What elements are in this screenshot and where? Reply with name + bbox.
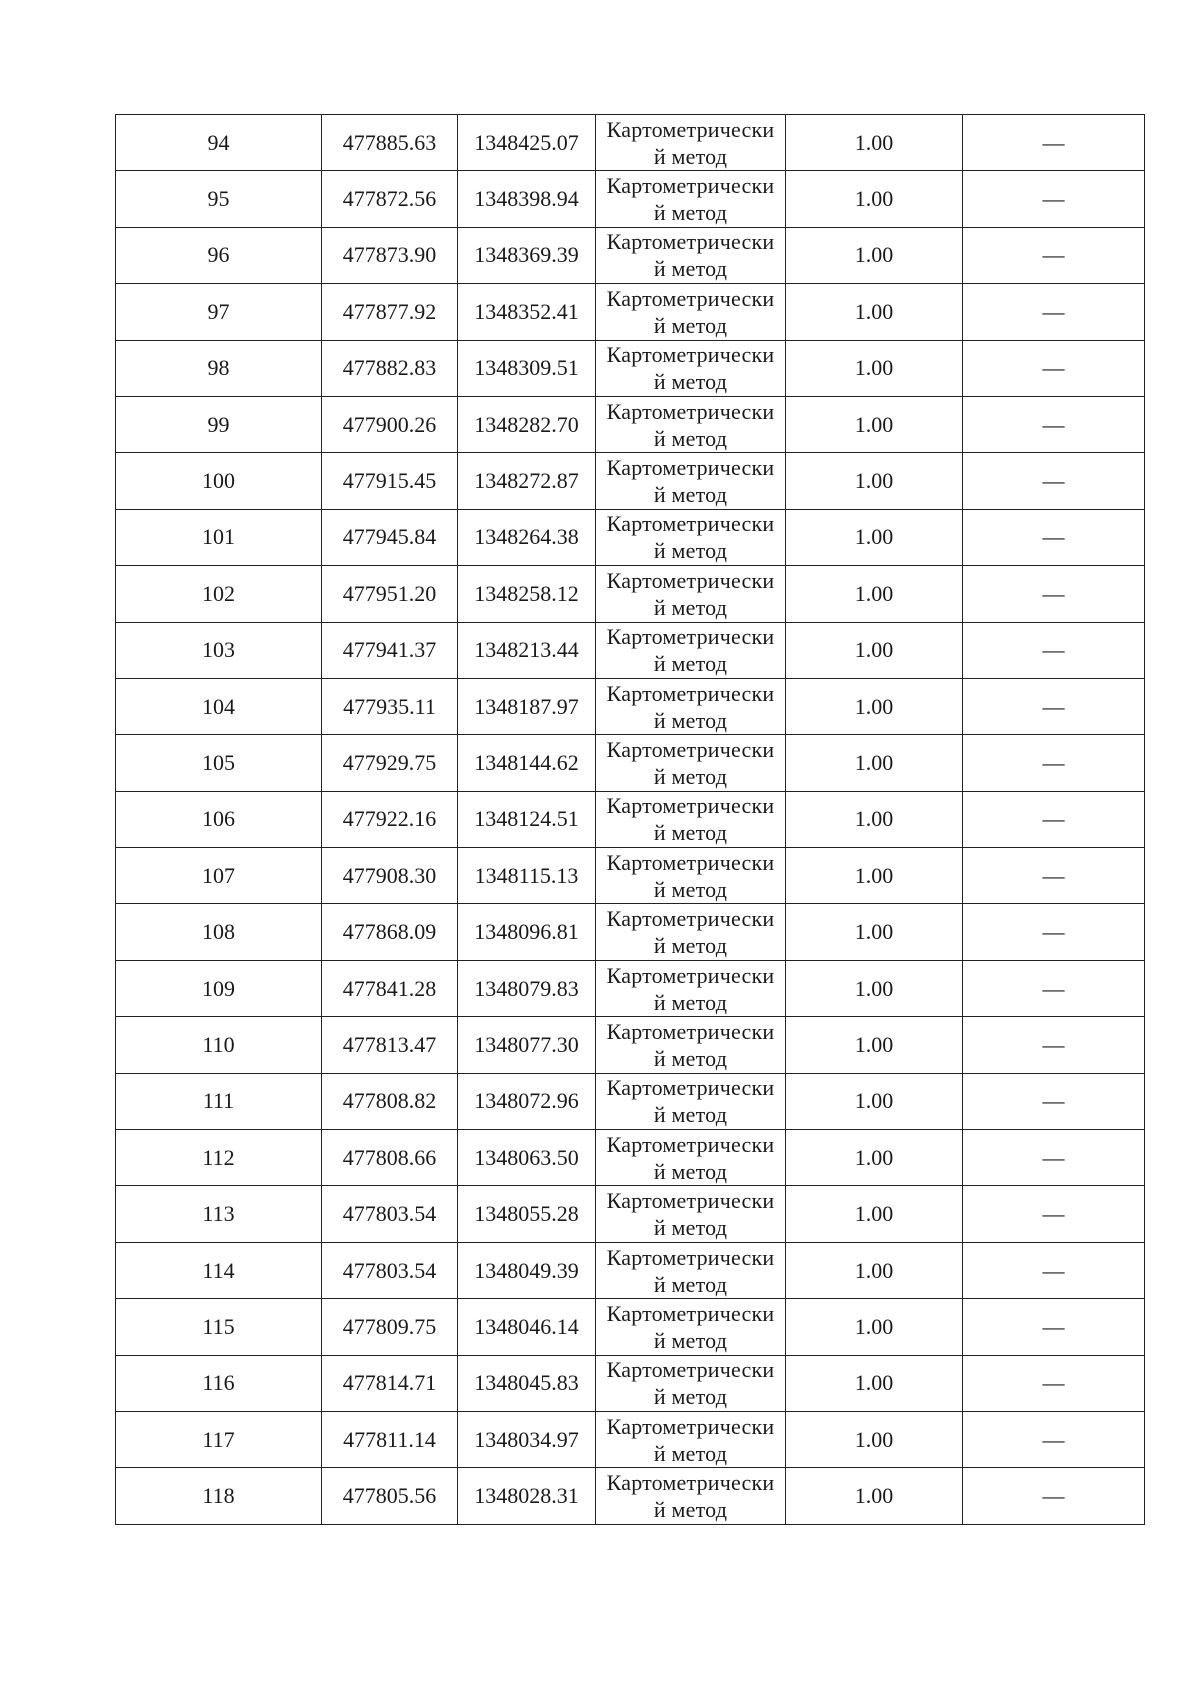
method-text-line-1: Картометрически	[606, 511, 775, 537]
note-cell: —	[963, 678, 1145, 734]
table-row	[116, 735, 1145, 791]
x-coordinate-cell: 477808.82	[322, 1073, 458, 1129]
point-number-cell: 101	[116, 509, 322, 565]
method-text-line-1: Картометрически	[606, 285, 775, 311]
method-text-line-1: Картометрически	[606, 398, 775, 424]
y-coordinate-cell: 1348187.97	[458, 678, 596, 734]
method-text-line-2: й метод	[653, 538, 728, 564]
method-text-line-2: й метод	[653, 594, 728, 620]
table-row	[116, 1299, 1145, 1355]
note-cell: —	[963, 1073, 1145, 1129]
method-text-line-2: й метод	[653, 1158, 728, 1184]
method-text-line-2: й метод	[653, 1497, 728, 1523]
y-coordinate-cell: 1348425.07	[458, 115, 596, 171]
table-row	[116, 848, 1145, 904]
method-cell	[596, 1411, 786, 1467]
method-text-line-1: Картометрически	[606, 116, 775, 142]
method-text-line-2: й метод	[653, 820, 728, 846]
accuracy-cell: 1.00	[786, 115, 963, 171]
x-coordinate-cell: 477841.28	[322, 960, 458, 1016]
method-text-line-1: Картометрически	[606, 342, 775, 368]
y-coordinate-cell: 1348258.12	[458, 566, 596, 622]
method-text-line-1: Картометрически	[606, 229, 775, 255]
method-text-line-1: Картометрически	[606, 736, 775, 762]
x-coordinate-cell: 477915.45	[322, 453, 458, 509]
y-coordinate-cell: 1348028.31	[458, 1468, 596, 1524]
method-text-line-2: й метод	[653, 989, 728, 1015]
note-cell: —	[963, 791, 1145, 847]
table-row	[116, 115, 1145, 171]
point-number-cell: 103	[116, 622, 322, 678]
point-number-cell: 118	[116, 1468, 322, 1524]
table-row	[116, 622, 1145, 678]
method-text-line-2: й метод	[653, 933, 728, 959]
note-cell: —	[963, 340, 1145, 396]
method-text-line-1: Картометрически	[606, 1075, 775, 1101]
accuracy-cell: 1.00	[786, 227, 963, 283]
method-text-line-2: й метод	[653, 651, 728, 677]
point-number-cell: 114	[116, 1242, 322, 1298]
note-cell: —	[963, 1355, 1145, 1411]
point-number-cell: 117	[116, 1411, 322, 1467]
method-text-line-1: Картометрически	[606, 624, 775, 650]
method-text-line-2: й метод	[653, 1215, 728, 1241]
method-cell	[596, 1017, 786, 1073]
method-cell	[596, 848, 786, 904]
method-text-line-1: Картометрически	[606, 1300, 775, 1326]
accuracy-cell: 1.00	[786, 622, 963, 678]
method-text-line-2: й метод	[653, 200, 728, 226]
y-coordinate-cell: 1348046.14	[458, 1299, 596, 1355]
method-text-line-2: й метод	[653, 1327, 728, 1353]
method-cell	[596, 396, 786, 452]
table-row	[116, 566, 1145, 622]
x-coordinate-cell: 477900.26	[322, 396, 458, 452]
note-cell: —	[963, 1411, 1145, 1467]
point-number-cell: 100	[116, 453, 322, 509]
y-coordinate-cell: 1348124.51	[458, 791, 596, 847]
method-text-line-2: й метод	[653, 256, 728, 282]
y-coordinate-cell: 1348144.62	[458, 735, 596, 791]
method-cell	[596, 1299, 786, 1355]
accuracy-cell: 1.00	[786, 678, 963, 734]
table-row	[116, 396, 1145, 452]
method-cell	[596, 960, 786, 1016]
y-coordinate-cell: 1348264.38	[458, 509, 596, 565]
accuracy-cell: 1.00	[786, 1073, 963, 1129]
accuracy-cell: 1.00	[786, 453, 963, 509]
point-number-cell: 116	[116, 1355, 322, 1411]
accuracy-cell: 1.00	[786, 1468, 963, 1524]
method-text-line-2: й метод	[653, 1271, 728, 1297]
accuracy-cell: 1.00	[786, 848, 963, 904]
method-cell	[596, 509, 786, 565]
method-text-line-1: Картометрически	[606, 849, 775, 875]
method-cell	[596, 115, 786, 171]
accuracy-cell: 1.00	[786, 1017, 963, 1073]
method-text-line-1: Картометрически	[606, 567, 775, 593]
point-number-cell: 99	[116, 396, 322, 452]
method-cell	[596, 1355, 786, 1411]
point-number-cell: 95	[116, 171, 322, 227]
y-coordinate-cell: 1348096.81	[458, 904, 596, 960]
point-number-cell: 107	[116, 848, 322, 904]
method-text-line-2: й метод	[653, 1045, 728, 1071]
method-text-line-2: й метод	[653, 312, 728, 338]
method-text-line-2: й метод	[653, 1102, 728, 1128]
x-coordinate-cell: 477908.30	[322, 848, 458, 904]
accuracy-cell: 1.00	[786, 1242, 963, 1298]
method-text-line-1: Картометрически	[606, 455, 775, 481]
y-coordinate-cell: 1348072.96	[458, 1073, 596, 1129]
method-text-line-1: Картометрически	[606, 173, 775, 199]
method-cell	[596, 284, 786, 340]
method-cell	[596, 622, 786, 678]
note-cell: —	[963, 171, 1145, 227]
note-cell: —	[963, 396, 1145, 452]
point-number-cell: 110	[116, 1017, 322, 1073]
y-coordinate-cell: 1348369.39	[458, 227, 596, 283]
y-coordinate-cell: 1348352.41	[458, 284, 596, 340]
accuracy-cell: 1.00	[786, 566, 963, 622]
table-row	[116, 1017, 1145, 1073]
point-number-cell: 104	[116, 678, 322, 734]
x-coordinate-cell: 477872.56	[322, 171, 458, 227]
table-row	[116, 791, 1145, 847]
method-text-line-2: й метод	[653, 482, 728, 508]
method-cell	[596, 678, 786, 734]
accuracy-cell: 1.00	[786, 1130, 963, 1186]
y-coordinate-cell: 1348045.83	[458, 1355, 596, 1411]
method-cell	[596, 904, 786, 960]
coordinates-table-body	[116, 115, 1145, 1525]
method-cell	[596, 1468, 786, 1524]
x-coordinate-cell: 477929.75	[322, 735, 458, 791]
x-coordinate-cell: 477922.16	[322, 791, 458, 847]
method-text-line-2: й метод	[653, 707, 728, 733]
method-cell	[596, 1186, 786, 1242]
table-row	[116, 171, 1145, 227]
x-coordinate-cell: 477813.47	[322, 1017, 458, 1073]
point-number-cell: 106	[116, 791, 322, 847]
note-cell: —	[963, 227, 1145, 283]
note-cell: —	[963, 1186, 1145, 1242]
method-cell	[596, 735, 786, 791]
point-number-cell: 112	[116, 1130, 322, 1186]
y-coordinate-cell: 1348079.83	[458, 960, 596, 1016]
method-text-line-1: Картометрически	[606, 1413, 775, 1439]
method-text-line-2: й метод	[653, 143, 728, 169]
point-number-cell: 115	[116, 1299, 322, 1355]
y-coordinate-cell: 1348309.51	[458, 340, 596, 396]
method-text-line-2: й метод	[653, 876, 728, 902]
point-number-cell: 113	[116, 1186, 322, 1242]
point-number-cell: 102	[116, 566, 322, 622]
note-cell: —	[963, 848, 1145, 904]
x-coordinate-cell: 477945.84	[322, 509, 458, 565]
method-text-line-1: Картометрически	[606, 1188, 775, 1214]
y-coordinate-cell: 1348213.44	[458, 622, 596, 678]
table-row	[116, 1411, 1145, 1467]
x-coordinate-cell: 477811.14	[322, 1411, 458, 1467]
accuracy-cell: 1.00	[786, 171, 963, 227]
point-number-cell: 105	[116, 735, 322, 791]
y-coordinate-cell: 1348055.28	[458, 1186, 596, 1242]
table-row	[116, 227, 1145, 283]
method-text-line-2: й метод	[653, 1440, 728, 1466]
x-coordinate-cell: 477803.54	[322, 1242, 458, 1298]
accuracy-cell: 1.00	[786, 1186, 963, 1242]
table-row	[116, 1355, 1145, 1411]
table-row	[116, 453, 1145, 509]
method-text-line-1: Картометрически	[606, 1357, 775, 1383]
y-coordinate-cell: 1348272.87	[458, 453, 596, 509]
table-row	[116, 284, 1145, 340]
method-text-line-1: Картометрически	[606, 1244, 775, 1270]
table-row	[116, 1186, 1145, 1242]
x-coordinate-cell: 477935.11	[322, 678, 458, 734]
method-text-line-1: Картометрически	[606, 793, 775, 819]
accuracy-cell: 1.00	[786, 904, 963, 960]
y-coordinate-cell: 1348063.50	[458, 1130, 596, 1186]
note-cell: —	[963, 566, 1145, 622]
point-number-cell: 94	[116, 115, 322, 171]
point-number-cell: 97	[116, 284, 322, 340]
point-number-cell: 108	[116, 904, 322, 960]
note-cell: —	[963, 622, 1145, 678]
table-row	[116, 509, 1145, 565]
table-row	[116, 960, 1145, 1016]
method-text-line-1: Картометрически	[606, 1470, 775, 1496]
point-number-cell: 98	[116, 340, 322, 396]
note-cell: —	[963, 1299, 1145, 1355]
method-text-line-1: Картометрически	[606, 962, 775, 988]
note-cell: —	[963, 1017, 1145, 1073]
note-cell: —	[963, 1468, 1145, 1524]
note-cell: —	[963, 453, 1145, 509]
table-row	[116, 678, 1145, 734]
accuracy-cell: 1.00	[786, 1355, 963, 1411]
method-text-line-1: Картометрически	[606, 680, 775, 706]
x-coordinate-cell: 477868.09	[322, 904, 458, 960]
x-coordinate-cell: 477885.63	[322, 115, 458, 171]
table-row	[116, 1468, 1145, 1524]
accuracy-cell: 1.00	[786, 340, 963, 396]
x-coordinate-cell: 477808.66	[322, 1130, 458, 1186]
note-cell: —	[963, 284, 1145, 340]
accuracy-cell: 1.00	[786, 396, 963, 452]
x-coordinate-cell: 477803.54	[322, 1186, 458, 1242]
note-cell: —	[963, 115, 1145, 171]
table-row	[116, 904, 1145, 960]
y-coordinate-cell: 1348034.97	[458, 1411, 596, 1467]
table-row	[116, 1242, 1145, 1298]
method-text-line-1: Картометрически	[606, 906, 775, 932]
method-text-line-1: Картометрически	[606, 1018, 775, 1044]
method-cell	[596, 1130, 786, 1186]
note-cell: —	[963, 1242, 1145, 1298]
method-cell	[596, 566, 786, 622]
method-text-line-1: Картометрически	[606, 1131, 775, 1157]
table-row	[116, 1073, 1145, 1129]
accuracy-cell: 1.00	[786, 1411, 963, 1467]
note-cell: —	[963, 735, 1145, 791]
method-text-line-2: й метод	[653, 1384, 728, 1410]
accuracy-cell: 1.00	[786, 1299, 963, 1355]
method-cell	[596, 340, 786, 396]
note-cell: —	[963, 904, 1145, 960]
note-cell: —	[963, 960, 1145, 1016]
x-coordinate-cell: 477814.71	[322, 1355, 458, 1411]
y-coordinate-cell: 1348282.70	[458, 396, 596, 452]
y-coordinate-cell: 1348077.30	[458, 1017, 596, 1073]
x-coordinate-cell: 477951.20	[322, 566, 458, 622]
note-cell: —	[963, 509, 1145, 565]
x-coordinate-cell: 477882.83	[322, 340, 458, 396]
x-coordinate-cell: 477941.37	[322, 622, 458, 678]
point-number-cell: 96	[116, 227, 322, 283]
method-text-line-2: й метод	[653, 763, 728, 789]
accuracy-cell: 1.00	[786, 509, 963, 565]
note-cell: —	[963, 1130, 1145, 1186]
accuracy-cell: 1.00	[786, 284, 963, 340]
x-coordinate-cell: 477873.90	[322, 227, 458, 283]
x-coordinate-cell: 477877.92	[322, 284, 458, 340]
method-text-line-2: й метод	[653, 369, 728, 395]
method-text-line-2: й метод	[653, 425, 728, 451]
y-coordinate-cell: 1348398.94	[458, 171, 596, 227]
y-coordinate-cell: 1348115.13	[458, 848, 596, 904]
x-coordinate-cell: 477805.56	[322, 1468, 458, 1524]
method-cell	[596, 791, 786, 847]
point-number-cell: 109	[116, 960, 322, 1016]
table-row	[116, 1130, 1145, 1186]
method-cell	[596, 453, 786, 509]
point-number-cell: 111	[116, 1073, 322, 1129]
x-coordinate-cell: 477809.75	[322, 1299, 458, 1355]
method-cell	[596, 227, 786, 283]
method-cell	[596, 171, 786, 227]
table-row	[116, 340, 1145, 396]
y-coordinate-cell: 1348049.39	[458, 1242, 596, 1298]
accuracy-cell: 1.00	[786, 960, 963, 1016]
accuracy-cell: 1.00	[786, 791, 963, 847]
accuracy-cell: 1.00	[786, 735, 963, 791]
method-cell	[596, 1073, 786, 1129]
coordinates-table	[115, 114, 1145, 1525]
method-cell	[596, 1242, 786, 1298]
